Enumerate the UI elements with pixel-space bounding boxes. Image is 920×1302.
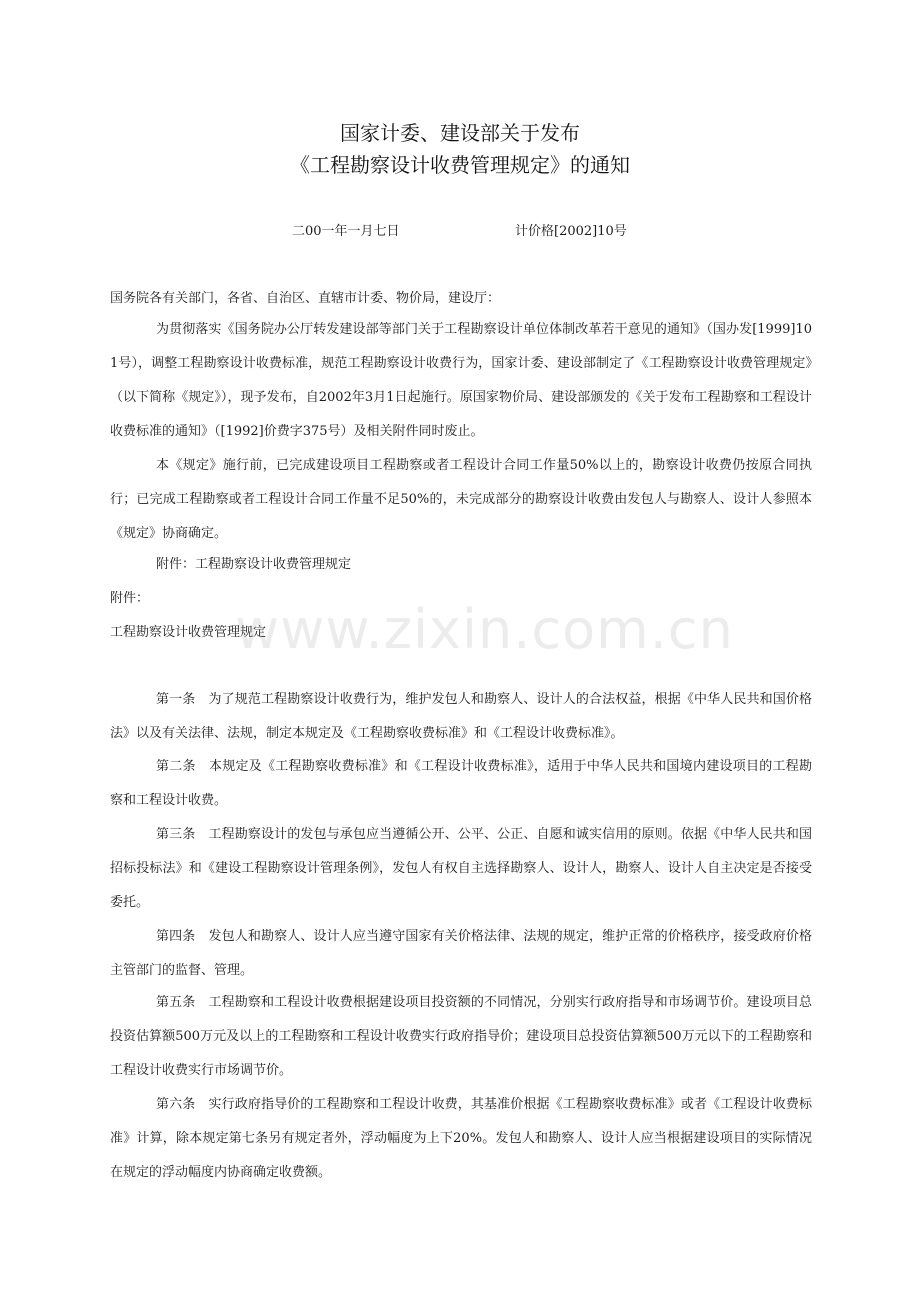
article-4: 第四条 发包人和勘察人、设计人应当遵守国家有关价格法律、法规的规定，维护正常的价格秩序，接受政府价格主管部门的监督、管理。 [110,929,812,978]
title-line-1: 国家计委、建设部关于发布 [340,121,580,145]
watermark: www.zixin.com.cn [235,598,734,661]
attachment-line: 附件：工程勘察设计收费管理规定 [156,557,352,572]
paragraph-1: 为贯彻落实《国务院办公厅转发建设部等部门关于工程勘察设计单位体制改革若干意见的通知》（国办发[1999]101号），调整工程勘察设计收费标准，规范工程勘察设计收费行为，国家计委、建设部制定了《工程勘察设计收费管理规定》（以下简称《规定》），现予发布，自2002年3月1日起施行。原国家物价局、建设部颁发的《关于发布工程勘察和工程设计收费标准的通知》（[1992]价费字375号）及相关附件同时废止。 [110,322,812,439]
attachment-label: 附件： [110,591,150,606]
addressee: 国务院各有关部门，各省、自治区、直辖市计委、物价局，建设厅： [110,291,501,306]
article-1: 第一条 为了规范工程勘察设计收费行为，维护发包人和勘察人、设计人的合法权益，根据《中华人民共和国价格法》以及有关法律、法规，制定本规定及《工程勘察收费标准》和《工程设计收费标准》。 [110,692,812,741]
title-line-2: 《工程勘察设计收费管理规定》的通知 [290,153,630,177]
article-6: 第六条 实行政府指导价的工程勘察和工程设计收费，其基准价根据《工程勘察收费标准》或者《工程设计收费标准》计算，除本规定第七条另有规定者外，浮动幅度为上下20%。发包人和勘察人、设计人应当根据建设项目的实际情况在规定的浮动幅度内协商确定收费额。 [110,1097,812,1180]
attachment-title: 工程勘察设计收费管理规定 [110,625,267,640]
article-2: 第二条 本规定及《工程勘察收费标准》和《工程设计收费标准》，适用于中华人民共和国境内建设项目的工程勘察和工程设计收费。 [110,759,812,808]
article-3: 第三条 工程勘察设计的发包与承包应当遵循公开、公平、公正、自愿和诚实信用的原则。依据《中华人民共和国招标投标法》和《建设工程勘察设计管理条例》，发包人有权自主选择勘察人、设计人，勘察人、设计人自主决定是否接受委托。 [110,827,812,910]
paragraph-2: 本《规定》施行前，已完成建设项目工程勘察或者工程设计合同工作量50%以上的，勘察设计收费仍按原合同执行；已完成工程勘察或者工程设计合同工作量不足50%的，未完成部分的勘察设计收费由发包人与勘察人、设计人参照本《规定》协商确定。 [110,458,812,541]
issue-date: 二00一年一月七日 [292,224,400,239]
article-5: 第五条 工程勘察和工程设计收费根据建设项目投资额的不同情况，分别实行政府指导和市场调节价。建设项目总投资估算额500万元及以上的工程勘察和工程设计收费实行政府指导价；建设项目总投资估算额500万元以下的工程勘察和工程设计收费实行市场调节价。 [110,995,812,1078]
document-number: 计价格[2002]10号 [515,224,627,239]
